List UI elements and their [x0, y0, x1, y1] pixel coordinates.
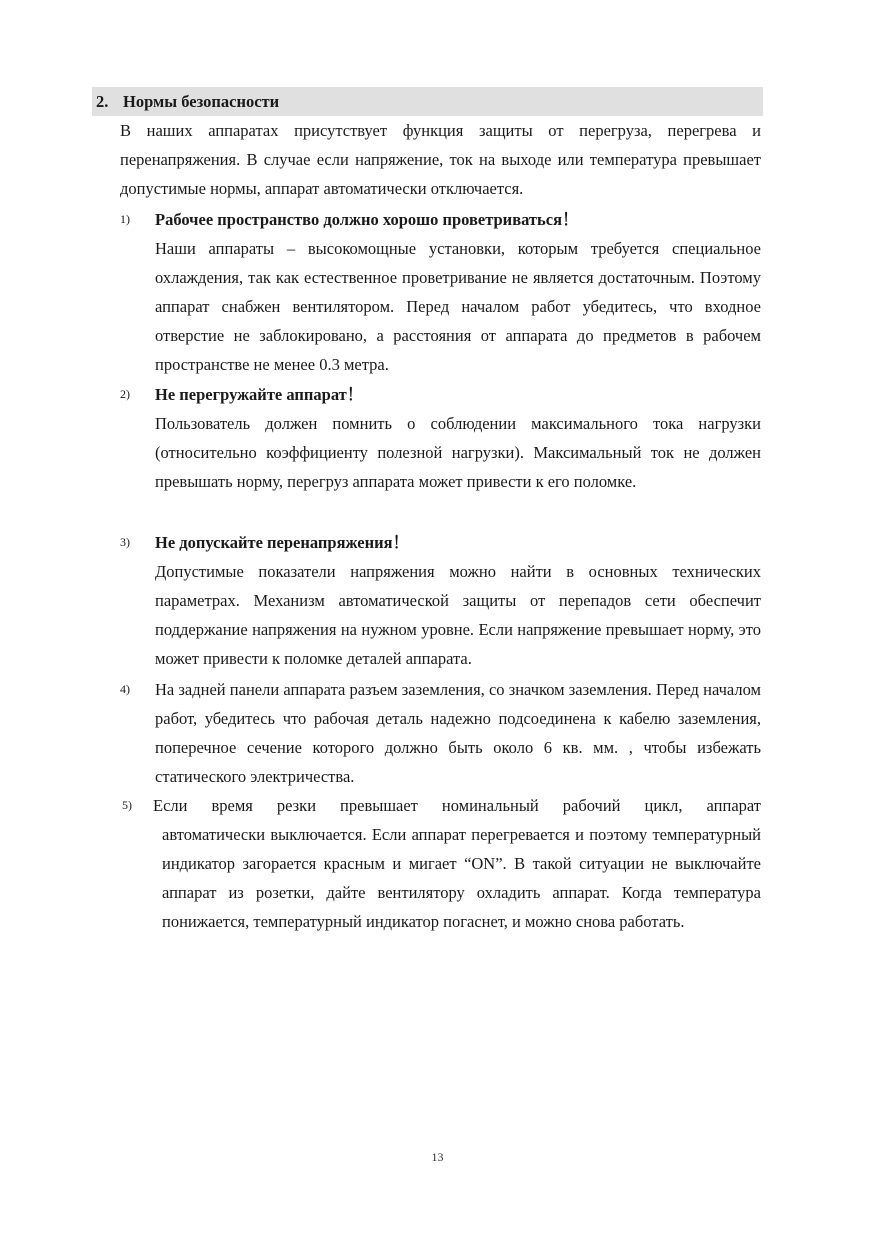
item-number: 2) [120, 387, 130, 401]
section-number: 2. [96, 92, 109, 111]
item-title: Рабочее пространство должно хорошо проветриваться！ [155, 210, 579, 229]
item-number: 4) [120, 682, 130, 696]
section-intro: В наших аппаратах присутствует функция защиты от перегруза, перегрева и перенапряжения. В случае если напряжение, ток на выходе или температура превышает допустимые нормы, аппарат автоматически отключается. [120, 121, 761, 198]
item-number: 5) [122, 798, 132, 812]
item-body-first-line: Если время резки превышает номинальный рабочий цикл, аппарат [153, 796, 761, 815]
page-number: 13 [431, 1150, 444, 1164]
item-number: 1) [120, 212, 130, 226]
item-body [153, 791, 761, 936]
section-heading [92, 87, 763, 116]
item-title: Не перегружайте аппарат！ [155, 385, 364, 404]
item-body: Допустимые показатели напряжения можно найти в основных технических параметрах. Механизм автоматической защиты от перепадов сети обеспечит поддержание напряжения на нужном уровне. Если напряжение превышает норму, это может привести к поломке деталей аппарата. [155, 562, 761, 668]
item-number: 3) [120, 535, 130, 549]
item-body: Наши аппараты – высокомощные установки, которым требуется специальное охлаждения, так как естественное проветривание не является достаточным. Поэтому аппарат снабжен вентилятором. Перед началом работ убедитесь, что входное отверстие не заблокировано, а расстояния от аппарата до предметов в рабочем пространстве не менее 0.3 метра. [155, 239, 761, 374]
item-body: Пользователь должен помнить о соблюдении максимального тока нагрузки (относительно коэффициенту полезной нагрузки). Максимальный ток не должен превышать норму, перегруз аппарата может привести к его поломке. [155, 414, 761, 491]
item-body-rest: автоматически выключается. Если аппарат перегревается и поэтому температурный индикатор загорается красным и мигает “ON”. В такой ситуации не выключайте аппарат из розетки, дайте вентилятору охладить аппарат. Когда температура понижается, температурный индикатор погаснет, и можно снова работать. [162, 825, 761, 931]
section-title: Нормы безопасности [123, 92, 280, 111]
item-title: Не допускайте перенапряжения！ [155, 533, 410, 552]
item-body: На задней панели аппарата разъем заземления, со значком заземления. Перед началом работ, убедитесь что рабочая деталь надежно подсоединена к кабелю заземления, поперечное сечение которого должно быть около 6 кв. мм. , чтобы избежать статического электричества. [155, 680, 761, 786]
